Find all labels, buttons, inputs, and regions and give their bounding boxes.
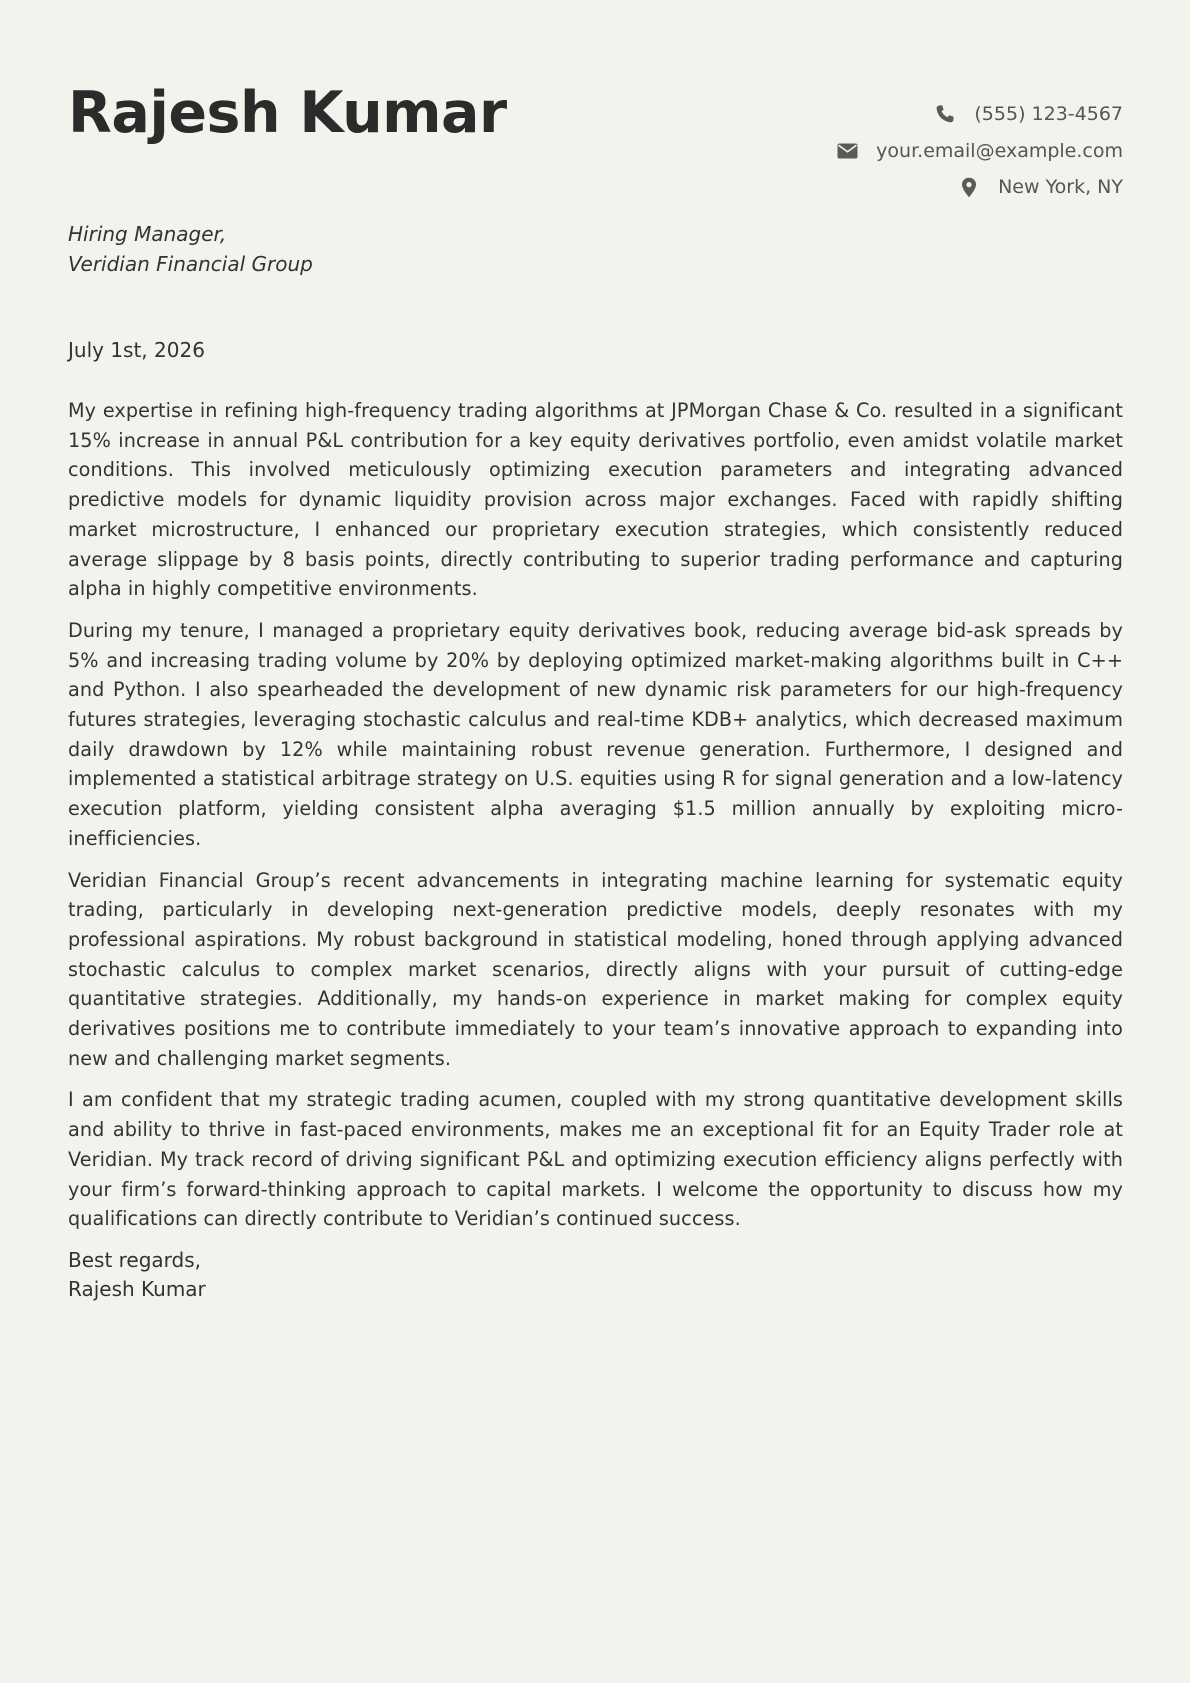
envelope-icon: [836, 140, 858, 162]
letter-date: July 1st, 2026: [68, 338, 205, 362]
contact-email-row: [836, 133, 1123, 170]
phone-icon: [934, 103, 956, 125]
recipient-block: [68, 219, 313, 279]
recipient-company: Veridian Financial Group: [68, 252, 313, 276]
email-address: your.email@example.com: [876, 139, 1123, 162]
contact-info: [836, 96, 1123, 206]
applicant-name: Rajesh Kumar: [68, 80, 507, 146]
body-paragraph-3: Veridian Financial Group’s recent advancements in integrating machine learning for systematic equity trading, particularly in developing next-generation predictive models, deeply resonates with my professional aspirations. My robust background in statistical modeling, honed through applying advanced stochastic calculus to complex market scenarios, directly aligns with your pursuit of cutting-edge quantitative strategies. Additionally, my hands-on experience in market making for complex equity derivatives positions me to contribute immediately to your team’s innovative approach to expanding into new and challenging market segments.: [68, 868, 1123, 1070]
letter-body: [68, 396, 1123, 1305]
contact-phone-row: [836, 96, 1123, 133]
map-pin-icon: [958, 176, 980, 198]
body-paragraph-1: My expertise in refining high-frequency trading algorithms at JPMorgan Chase & Co. resulted in a significant 15% increase in annual P&L contribution for a key equity derivatives portfolio, even amidst volatile market conditions. This involved meticulously optimizing execution parameters and integrating advanced predictive models for dynamic liquidity provision across major exchanges. Faced with rapidly shifting market microstructure, I enhanced our proprietary execution strategies, which consistently reduced average slippage by 8 basis points, directly contributing to superior trading performance and capturing alpha in highly competitive environments.: [68, 399, 1123, 601]
body-paragraph-4: I am confident that my strategic trading acumen, coupled with my strong quantitative development skills and ability to thrive in fast-paced environments, makes me an exceptional fit for an Equity Trader role at Veridian. My track record of driving significant P&L and optimizing execution efficiency aligns perfectly with your firm’s forward-thinking approach to capital markets. I welcome the opportunity to discuss how my qualifications can directly contribute to Veridian’s continued success.: [68, 1088, 1123, 1231]
phone-number: (555) 123-4567: [974, 103, 1123, 126]
contact-location-row: [836, 169, 1123, 206]
closing-block: [68, 1246, 1123, 1305]
recipient-title: Hiring Manager,: [68, 222, 227, 246]
location: New York, NY: [998, 176, 1123, 199]
body-paragraph-2: During my tenure, I managed a proprietary equity derivatives book, reducing average bid-ask spreads by 5% and increasing trading volume by 20% by deploying optimized market-making algorithms built in C++ and Python. I also spearheaded the development of new dynamic risk parameters for our high-frequency futures strategies, leveraging stochastic calculus and real-time KDB+ analytics, which decreased maximum daily drawdown by 12% while maintaining robust revenue generation. Furthermore, I designed and implemented a statistical arbitrage strategy on U.S. equities using R for signal generation and a low-latency execution platform, yielding consistent alpha averaging $1.5 million annually by exploiting micro-inefficiencies.: [68, 618, 1123, 850]
signature-name: Rajesh Kumar: [68, 1277, 206, 1302]
closing-salutation: Best regards,: [68, 1247, 202, 1272]
